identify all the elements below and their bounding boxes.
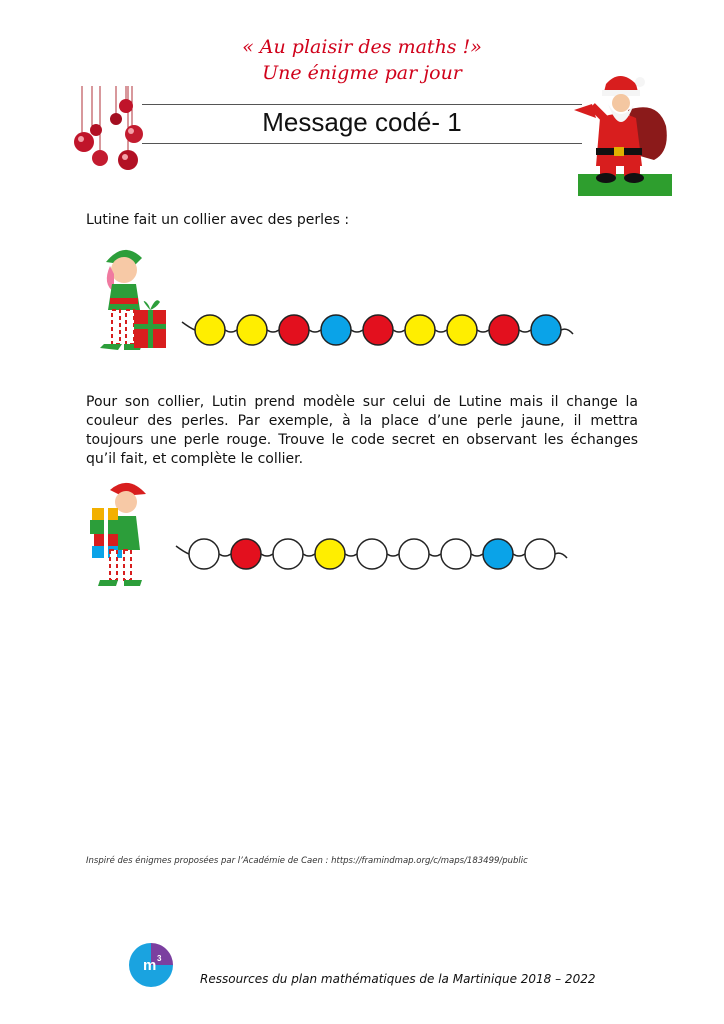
elf-boy-with-presents-icon xyxy=(88,480,158,588)
m3-logo xyxy=(126,940,176,990)
necklace1-bead-9 xyxy=(531,315,561,345)
santa-claus-icon xyxy=(570,70,676,198)
necklace2-bead-5[interactable] xyxy=(357,539,387,569)
title-band xyxy=(142,104,582,144)
necklace2-bead-1[interactable] xyxy=(189,539,219,569)
necklace2-bead-8 xyxy=(483,539,513,569)
necklace2-bead-9[interactable] xyxy=(525,539,555,569)
elf-girl-with-gift-icon xyxy=(94,244,174,354)
necklace-lutin xyxy=(174,530,584,578)
necklace2-bead-3[interactable] xyxy=(273,539,303,569)
necklace2-bead-2 xyxy=(231,539,261,569)
necklace1-bead-1 xyxy=(195,315,225,345)
necklace1-bead-3 xyxy=(279,315,309,345)
necklace1-bead-2 xyxy=(237,315,267,345)
page-title: Message codé- 1 xyxy=(262,107,462,137)
header-motto: « Au plaisir des maths !» xyxy=(242,36,482,58)
necklace2-bead-4 xyxy=(315,539,345,569)
christmas-ornaments-icon xyxy=(70,86,150,178)
necklace2-bead-6[interactable] xyxy=(399,539,429,569)
intro-text: Lutine fait un collier avec des perles : xyxy=(86,212,350,228)
necklace1-bead-5 xyxy=(363,315,393,345)
necklace1-bead-7 xyxy=(447,315,477,345)
logo-superscript: 3 xyxy=(157,954,162,963)
necklace2-bead-7[interactable] xyxy=(441,539,471,569)
necklace1-bead-8 xyxy=(489,315,519,345)
source-credit: Inspiré des énigmes proposées par l’Académie de Caen : https://framindmap.org/c/maps/183499/public xyxy=(86,856,528,866)
necklace-lutine xyxy=(180,306,590,354)
instructions-text: Pour son collier, Lutin prend modèle sur celui de Lutine mais il change la couleur des perles. Par exemple, à la place d’une perle jaune, il mettra toujours une perle rouge. Trouve le code secret en observant les échanges qu’il fait, et complète le collier. xyxy=(86,394,638,467)
logo-letter: m xyxy=(143,957,157,974)
necklace1-bead-6 xyxy=(405,315,435,345)
footer-text: Ressources du plan mathématiques de la Martinique 2018 – 2022 xyxy=(200,972,596,986)
header-subtitle: Une énigme par jour xyxy=(262,62,462,84)
necklace1-bead-4 xyxy=(321,315,351,345)
